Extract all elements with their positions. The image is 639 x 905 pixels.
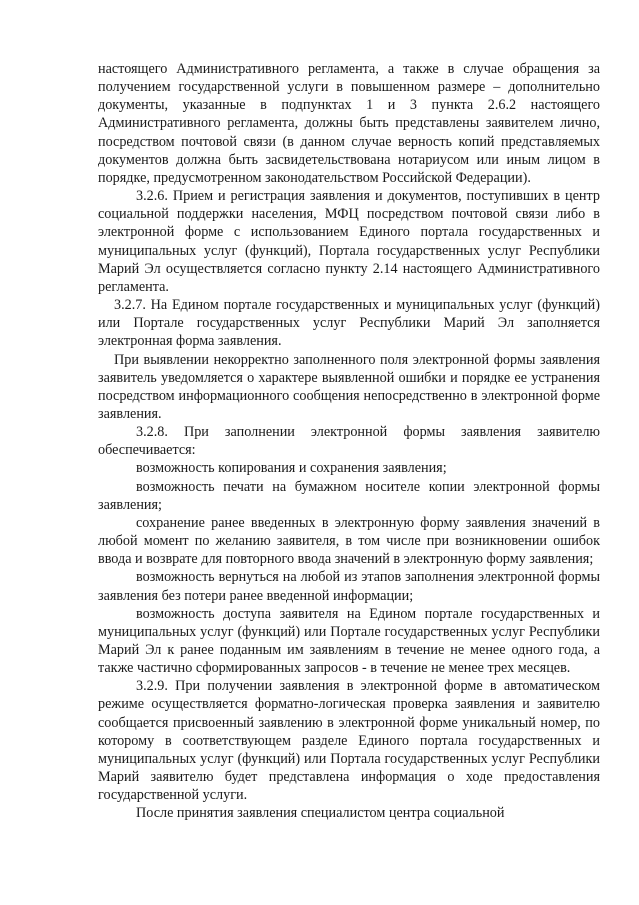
paragraph: 3.2.9. При получении заявления в электронной форме в автоматическом режиме осуществляется форматно-логическая проверка заявления и заявителю сообщается присвоенный заявлению в электронной форме уникальный номер, по которому в соответствующем разделе Единого портала государственных и муниципальных услуг (функций) или Портала государственных услуг Республики Марий заявителю будет представлена информация о ходе предоставления государственной услуги.: [98, 678, 600, 804]
paragraph: 3.2.7. На Едином портале государственных и муниципальных услуг (функций) или Портале государственных услуг Республики Марий Эл заполняется электронная форма заявления.: [98, 297, 600, 350]
paragraph: возможность печати на бумажном носителе копии электронной формы заявления;: [98, 478, 600, 513]
paragraph: 3.2.6. Прием и регистрация заявления и документов, поступивших в центр социальной поддержки населения, МФЦ посредством почтовой связи либо в электронной форме с использованием Единого портала государственных и муниципальных услуг (функций), Портала государственных услуг Республики Марий Эл осуществляется согласно пункту 2.14 настоящего Административного регламента.: [98, 188, 600, 295]
paragraph: сохранение ранее введенных в электронную форму заявления значений в любой момент по желанию заявителя, в том числе при возникновении ошибок ввода и возврате для повторного ввода значений в электронную форму заявления;: [98, 514, 600, 568]
paragraph: При выявлении некорректно заполненного поля электронной формы заявления заявитель уведомляется о характере выявленной ошибки и порядке ее устранения посредством информационного сообщения непосредственно в электронной форме заявления.: [98, 351, 600, 422]
paragraph: возможность доступа заявителя на Едином портале государственных и муниципальных услуг (функций) или Портале государственных услуг Республики Марий Эл к ранее поданным им заявлениям в течение не менее одного года, а также частично сформированных запросов - в течение не менее трех месяцев.: [98, 605, 600, 677]
paragraph: После принятия заявления специалистом центра социальной: [136, 805, 505, 822]
paragraph: 3.2.8. При заполнении электронной формы заявления заявителю обеспечивается:: [98, 424, 600, 459]
document-body: [98, 60, 600, 823]
paragraph: настоящего Административного регламента, а также в случае обращения за получением государственной услуги в повышенном размере – дополнительно документы, указанные в подпунктах 1 и 3 пункта 2.6.2 настоящего Административного регламента, должны быть представлены заявителем лично, посредством почтовой связи (в данном случае верность копий представляемых документов должна быть засвидетельствована нотариусом или иным лицом в порядке, предусмотренном законодательством Российской Федерации).: [98, 61, 600, 186]
paragraph: возможность копирования и сохранения заявления;: [136, 460, 447, 477]
paragraph: возможность вернуться на любой из этапов заполнения электронной формы заявления без потери ранее введенной информации;: [98, 569, 600, 604]
